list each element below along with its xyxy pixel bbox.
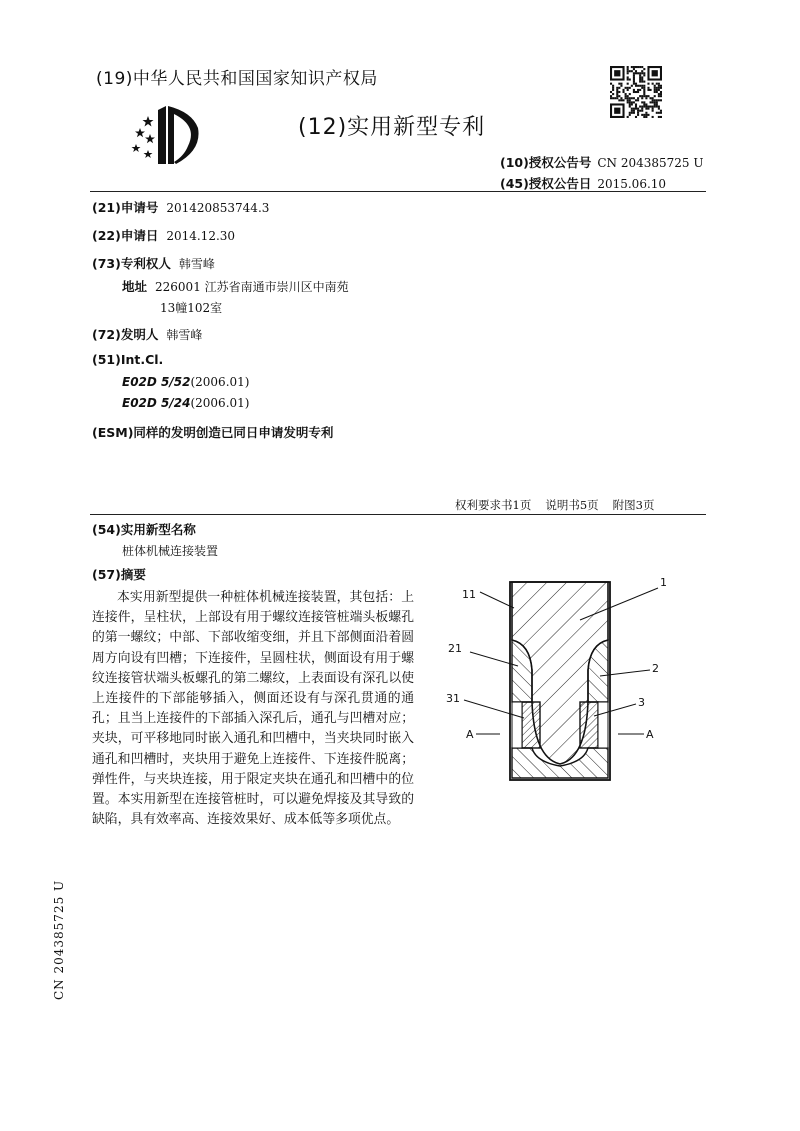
- publication-date-label: (45)授权公告日: [500, 176, 592, 191]
- sipo-logo-icon: [128, 104, 206, 166]
- header-divider: [90, 191, 706, 192]
- abstract-label: (57)摘要: [92, 567, 146, 582]
- ref-label-1: 1: [660, 576, 667, 589]
- through-hole-left: [512, 702, 522, 748]
- clamp-block-right: [580, 702, 598, 748]
- int-cl-label: (51)Int.Cl.: [92, 352, 164, 367]
- qr-code-icon: [610, 66, 662, 118]
- publication-date-row: [500, 174, 666, 192]
- publication-number-row: [500, 153, 703, 171]
- publication-date-value: 2015.06.10: [597, 177, 667, 191]
- address-label: 地址: [122, 279, 148, 294]
- ipc-class-1: [122, 375, 249, 389]
- application-date-row: [92, 226, 235, 244]
- document-type-title: (12)实用新型专利: [298, 115, 486, 140]
- utility-model-title-label: (54)实用新型名称: [92, 522, 196, 537]
- esm-note-text: (ESM)同样的发明创造已同日申请发明专利: [92, 425, 334, 440]
- claims-page-count: 权利要求书1页: [455, 498, 532, 512]
- ipc-class-2: [122, 396, 249, 410]
- utility-model-title: 桩体机械连接装置: [122, 544, 219, 558]
- utility-model-title-label-row: [92, 520, 196, 538]
- clamp-block-left: [522, 702, 540, 748]
- inventor-value: 韩雪峰: [166, 328, 203, 342]
- application-date-label: (22)申请日: [92, 228, 159, 243]
- address-line2: 13幢102室: [160, 301, 223, 315]
- abstract-text: 本实用新型提供一种桩体机械连接装置，其包括：上连接件，呈柱状，上部设有用于螺纹连接管桩端头板螺孔的第一螺纹；中部、下部收缩变细，并且下部侧面沿着圆周方向设有凹槽；下连接件，呈圆柱状，侧面设有用于螺纹连接管状端头板螺孔的第二螺纹，上表面设有深孔以使上连接件的下部能够插入，侧面还设有与深孔贯通的通孔；且当上连接件的下部插入深孔后，通孔与凹槽对应；夹块，可平移地同时嵌入通孔和凹槽中，当夹块同时嵌入通孔和凹槽时，夹块用于避免上连接件、下连接件脱离；弹性件，与夹块连接，用于限定夹块在通孔和凹槽中的位置。本实用新型在连接管桩时，可以避免焊接及其导致的缺陷，具有效率高、连接效果好、成本低等多项优点。: [92, 590, 414, 828]
- section-mark-right: A: [646, 728, 654, 741]
- connector-cross-section-drawing: [440, 570, 680, 810]
- ref-label-2: 2: [652, 662, 659, 675]
- address-line1: 226001 江苏省南通市崇川区中南苑: [155, 280, 349, 294]
- section-divider: [90, 514, 706, 515]
- inventor-label: (72)发明人: [92, 327, 159, 342]
- patentee-row: [92, 254, 215, 272]
- ipc-version: (2006.01): [190, 396, 250, 410]
- application-number-label: (21)申请号: [92, 200, 159, 215]
- publication-number-label: (10)授权公告号: [500, 155, 592, 170]
- page-counts: [455, 497, 668, 513]
- inventor-row: [92, 325, 202, 343]
- esm-note: [92, 423, 333, 441]
- int-cl-row: [92, 352, 163, 367]
- ipc-code: E02D 5/52: [122, 375, 191, 389]
- side-publication-number: CN 204385725 U: [52, 879, 66, 1000]
- application-number-row: [92, 198, 269, 216]
- ref-label-3: 3: [638, 696, 645, 709]
- abstract-label-row: [92, 565, 146, 583]
- patentee-value: 韩雪峰: [178, 257, 215, 271]
- through-hole-right: [598, 702, 608, 748]
- ipc-version: (2006.01): [190, 375, 250, 389]
- issuing-office: (19)中华人民共和国国家知识产权局: [96, 69, 378, 89]
- application-date-value: 2014.12.30: [166, 229, 236, 243]
- ref-label-31: 31: [446, 692, 460, 705]
- publication-number-value: CN 204385725 U: [597, 156, 704, 170]
- section-mark-left: A: [466, 728, 474, 741]
- ref-label-21: 21: [448, 642, 462, 655]
- description-page-count: 说明书5页: [545, 498, 599, 512]
- ipc-code: E02D 5/24: [122, 396, 191, 410]
- drawings-page-count: 附图3页: [612, 498, 655, 512]
- patentee-label: (73)专利权人: [92, 256, 171, 271]
- address-row: [122, 277, 349, 295]
- ref-label-11: 11: [462, 588, 476, 601]
- application-number-value: 201420853744.3: [166, 201, 270, 215]
